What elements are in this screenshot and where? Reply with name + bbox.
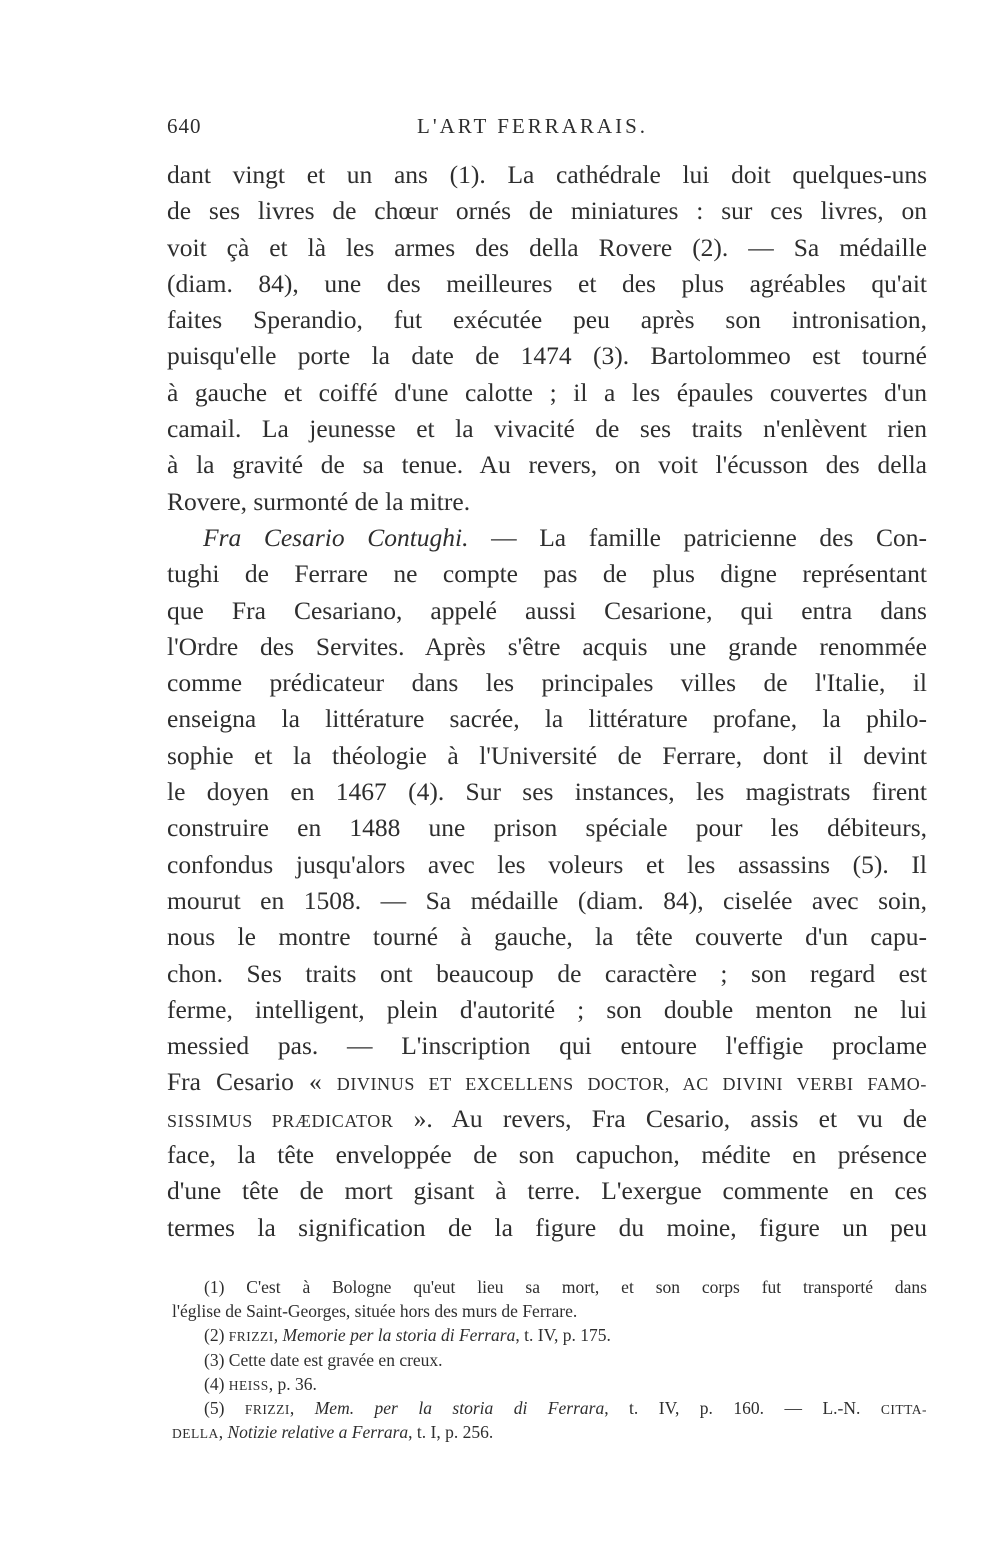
body-text-line — [167, 447, 927, 483]
text-segment: , — [273, 1325, 283, 1346]
body-text-line — [167, 1101, 927, 1137]
text-segment: dant vingt et un ans (1). La cathédrale lui doit quelques-uns — [167, 160, 927, 189]
text-segment: messied pas. — L'inscription qui entoure l'effigie proclame — [167, 1031, 927, 1061]
body-text-line — [167, 919, 927, 955]
body-text-line — [167, 593, 927, 629]
text-segment: (2) — [204, 1325, 229, 1346]
text-segment: de ses livres de chœur ornés de miniatures : sur ces livres, on — [167, 196, 927, 226]
text-segment: Rovere, surmonté de la mitre. — [167, 486, 471, 516]
footnote-line — [172, 1275, 927, 1299]
text-segment: camail. La jeunesse et la vivacité de ses traits n'enlèvent rien — [167, 414, 927, 444]
page-number: 640 — [167, 114, 202, 138]
body-text-line — [167, 1064, 927, 1100]
body-text-line — [167, 701, 927, 737]
footnote-line — [172, 1323, 927, 1347]
small-caps-text: DELLA — [172, 1426, 219, 1442]
text-segment: l'église de Saint-Georges, située hors des murs de Ferrare. — [172, 1301, 578, 1322]
body-text-line — [167, 956, 927, 992]
text-segment: d'une tête de mort gisant à terre. L'exergue commente en ces — [167, 1176, 927, 1206]
text-segment: Fra Cesario « — [167, 1067, 337, 1097]
body-text-line — [167, 1028, 927, 1064]
footnotes — [172, 1275, 927, 1444]
text-segment: voit çà et là les armes des della Rovere (2). — Sa médaille — [167, 232, 927, 262]
body-text-line — [167, 193, 927, 229]
body-text-line — [167, 810, 927, 846]
text-segment: — La famille patricienne des Con- — [468, 522, 927, 552]
text-segment: comme prédicateur dans les principales villes de l'Italie, il — [167, 668, 927, 698]
body-text-line — [167, 556, 927, 592]
text-segment: , t. IV, p. 175. — [515, 1325, 611, 1346]
body-text-line — [167, 883, 927, 919]
body-text-line — [167, 157, 927, 193]
text-segment: l'Ordre des Servites. Après s'être acquis une grande renommée — [167, 631, 927, 661]
text-segment: confondus jusqu'alors avec les voleurs et les assassins (5). Il — [167, 849, 927, 879]
page-header — [167, 108, 927, 144]
text-segment: ». Au revers, Fra Cesario, assis et vu de — [393, 1103, 927, 1133]
footnote-line — [172, 1372, 927, 1396]
body-text-line — [167, 375, 927, 411]
body-text-line — [167, 302, 927, 338]
italic-text: Notizie relative a Ferrara — [227, 1422, 409, 1443]
footnote-line — [172, 1396, 927, 1420]
body-text-line — [167, 266, 927, 302]
running-head: L'ART FERRARAIS. — [417, 114, 649, 138]
text-segment: , — [289, 1397, 315, 1418]
text-segment: construire en 1488 une prison spéciale pour les débiteurs, — [167, 813, 927, 843]
small-caps-text: SISSIMUS PRÆDICATOR — [167, 1110, 394, 1131]
text-segment: enseigna la littérature sacrée, la littérature profane, la philo- — [167, 704, 927, 734]
body-text-line — [167, 774, 927, 810]
text-segment: (diam. 84), une des meilleures et des plus agréables qu'ait — [167, 268, 927, 298]
text-segment: sophie et la théologie à l'Université de Ferrare, dont il devint — [167, 740, 927, 770]
text-segment: , p. 36. — [268, 1373, 317, 1394]
text-segment: puisqu'elle porte la date de 1474 (3). Bartolommeo est tourné — [167, 341, 927, 371]
text-segment: à la gravité de sa tenue. Au revers, on voit l'écusson des della — [167, 450, 927, 480]
text-segment: (1) C'est à Bologne qu'eut lieu sa mort, et son corps fut transporté dans — [204, 1277, 927, 1297]
text-segment: (3) Cette date est gravée en creux. — [204, 1349, 443, 1370]
text-segment: nous le montre tourné à gauche, la tête couverte d'un capu- — [167, 922, 927, 952]
body-text-line — [167, 520, 927, 556]
footnote-line — [172, 1348, 927, 1372]
text-segment: (4) — [204, 1373, 229, 1394]
body-text-line — [167, 230, 927, 266]
body-text-line — [167, 1210, 927, 1246]
small-caps-text: DIVINUS ET EXCELLENS DOCTOR, AC DIVINI VERBI FAMO- — [336, 1074, 927, 1095]
body-text — [167, 157, 927, 1246]
small-caps-text: HEISS — [228, 1377, 269, 1393]
body-text-line — [167, 665, 927, 701]
small-caps-text: FRIZZI — [228, 1329, 274, 1345]
footnote-line — [172, 1299, 927, 1323]
text-segment: faites Sperandio, fut exécutée peu après son intronisation, — [167, 305, 927, 335]
body-text-line — [167, 847, 927, 883]
body-text-line — [167, 411, 927, 447]
italic-text: Fra Cesario Contughi. — [203, 522, 469, 552]
body-text-line — [167, 1137, 927, 1173]
text-segment: chon. Ses traits ont beaucoup de caractère ; son regard est — [167, 958, 927, 988]
text-segment: le doyen en 1467 (4). Sur ses instances, les magistrats firent — [167, 777, 927, 807]
italic-text: Memorie per la storia di Ferrara — [282, 1325, 516, 1346]
text-segment: , — [218, 1422, 228, 1443]
small-caps-text: FRIZZI — [244, 1401, 290, 1417]
text-segment: (5) — [204, 1397, 245, 1418]
body-text-line — [167, 338, 927, 374]
body-text-line — [167, 484, 927, 520]
text-segment: mourut en 1508. — Sa médaille (diam. 84), ciselée avec soin, — [167, 885, 927, 915]
text-segment: face, la tête enveloppée de son capuchon, médite en présence — [167, 1140, 927, 1170]
text-segment: à gauche et coiffé d'une calotte ; il a les épaules couvertes d'un — [167, 377, 927, 407]
text-segment: que Fra Cesariano, appelé aussi Cesarione, qui entra dans — [167, 595, 927, 625]
text-segment: ferme, intelligent, plein d'autorité ; son double menton ne lui — [167, 994, 927, 1024]
body-text-line — [167, 992, 927, 1028]
text-segment: termes la signification de la figure du moine, figure un peu — [167, 1212, 927, 1242]
footnote-line — [172, 1420, 927, 1444]
small-caps-text: CITTA- — [880, 1401, 927, 1417]
body-text-line — [167, 1173, 927, 1209]
body-text-line — [167, 629, 927, 665]
text-segment: , t. I, p. 256. — [408, 1422, 494, 1443]
italic-text: Mem. per la storia di Ferrara — [314, 1397, 605, 1418]
text-segment: , t. IV, p. 160. — L.-N. — [604, 1397, 881, 1418]
text-segment: tughi de Ferrare ne compte pas de plus digne représentant — [167, 559, 927, 589]
body-text-line — [167, 738, 927, 774]
